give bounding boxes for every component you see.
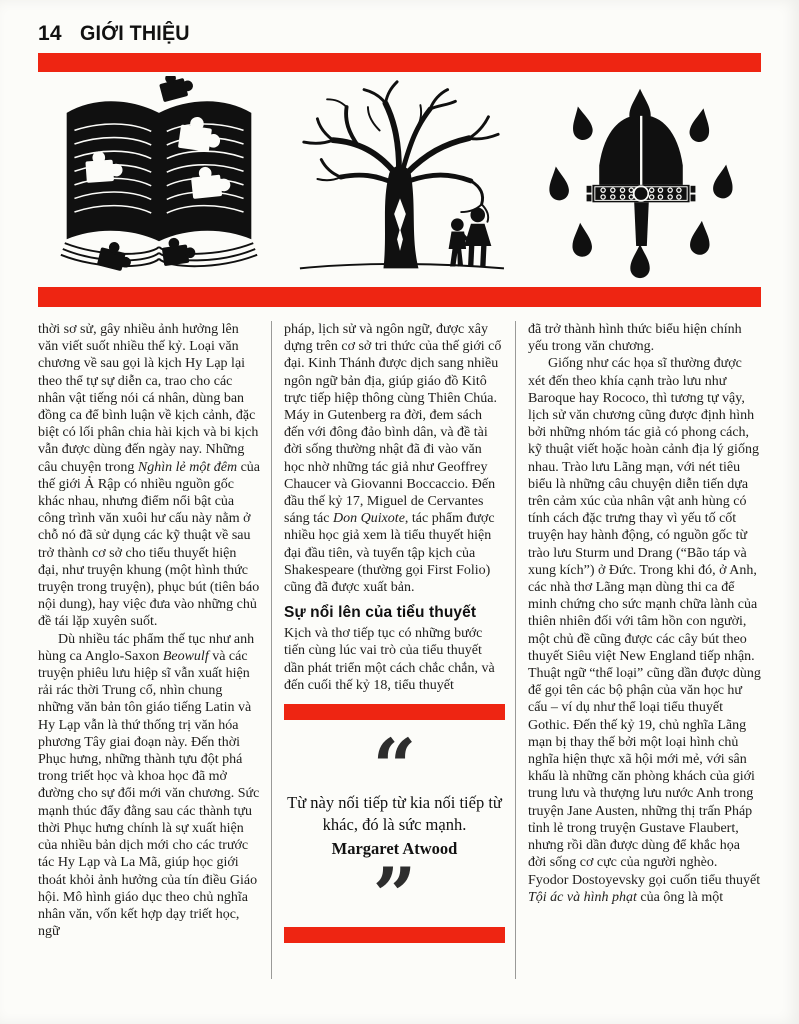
text-column-2	[271, 321, 515, 979]
red-bar-top	[38, 53, 761, 72]
paragraph	[528, 321, 761, 355]
body-text: pháp, lịch sử và ngôn ngữ, được xây dựng trên cơ sở tri thức của thế giới cổ đại. Kinh Thánh được dịch sang nhiều ngôn ngữ bản địa, giúp giáo đồ Kitô trực tiếp hiệp thông cùng Thiên Chúa. Máy in Gutenberg ra đời, đem sách đến với đông đảo bình dân, và đề tài đời sống thường nhật đã đi vào văn học nhờ những tác giả như Geoffrey Chaucer và Giovanni Boccaccio. Đến đầu thế kỷ 17, Miguel de Cervantes sáng tác	[284, 322, 502, 527]
helmet-droplets-illustration	[520, 73, 761, 285]
body-text: thời sơ sử, gây nhiều ảnh hưởng lên văn viết suốt nhiều thế kỷ. Loại văn chương về sau gọi là kịch Hy Lạp lại theo thể tự sự diễn ca, trao cho các nhân vật tiếng nói cá nhân, dùng ban đồng ca để bình luận về kịch cảnh, đặc biệt có lối phân chia hài kịch và bi kịch vẫn được dùng đến ngày nay. Những câu chuyện trong	[38, 322, 259, 475]
subheading: Sự nổi lên của tiểu thuyết	[284, 604, 477, 622]
body-text: và các truyện phiêu lưu hiệp sĩ vẫn xuất hiện rải rác thời Trung cổ, nhìn chung những văn bản tôn giáo tiếng Latin và Hy Lạp vẫn là thứ thống trị văn hóa phương Tây giai đoạn này. Đến thời Phục hưng, những thành tựu đột phá trong triết học và khoa học đã mở đường cho sự đổi mới văn chương. Sức mạnh thúc đẩy đằng sau các thành tựu thời Phục hưng chính là sự xuất hiện của nhiều bản dịch mới cho các trước tác Hy Lạp và La Mã, giúp học giới thoát khỏi ảnh hưởng của tín điều Giáo hội. Mô hình giáo dục theo chủ nghĩa nhân văn, vốn kết hợp dạy triết học, ngữ	[38, 648, 260, 940]
body-text: , tác phẩm được nhiều học giả xem là tiểu thuyết hiện đại đầu tiên, và tuyển tập kịch của Shakespeare (thường gọi First Folio) cũng đã được xuất bản.	[284, 511, 495, 596]
red-divider-bottom	[284, 927, 505, 943]
text-column-3	[515, 321, 761, 979]
page-number: 14	[38, 22, 62, 45]
body-text: Giống như các họa sĩ thường được xét đến theo khía cạnh trào lưu như Baroque hay Rococo, thì tương tự vậy, lịch sử văn chương cũng được định hình bởi những nhóm tác giả có phong cách, kỹ thuật viết hoặc hoàn cảnh địa lý giống nhau. Trào lưu Lãng mạn, với nét tiêu biểu là những câu chuyện diễn tiến dựa trên cảm xúc của nhân vật anh hùng có tính cách đặc trưng thay vì yếu tố cốt truyện hay hành động, có nguồn gốc từ trào lưu Sturm und Drang (“Bão táp và xung kích”) ở Đức. Trong khi đó, ở Anh, các nhà thơ Lãng mạn dùng thi ca để minh chứng cho sức mạnh chữa lành của thiên nhiên đối với tâm hồn con người, một chủ đề cũng được các cây bút theo thuyết Siêu việt New England tiếp nhận. Thuật ngữ “thể loại” cũng dần được dùng để gọi tên các bộ phận của văn học hư cấu – ví dụ như thể loại tiểu thuyết Gothic. Đến thế kỷ 19, chủ nghĩa Lãng mạn bị thay thế bởi một loại hình chủ nghĩa hiện thực xã hội mới mẻ, với sân khấu là những căn phòng khách của giới trung lưu và thượng lưu nước Anh trong truyện Jane Austen, những thị trấn Pháp tỉnh lẻ trong truyện Gustave Flaubert, nhưng rồi dần được dùng để khắc họa đời sống cơ cực của người nghèo. Fyodor Dostoyevsky gọi cuốn tiểu thuyết	[528, 356, 761, 888]
open-book-puzzle-illustration	[38, 73, 279, 285]
close-quote-icon: ”	[372, 861, 417, 918]
body-text: của ông là một	[636, 889, 724, 905]
bare-tree-children-icon	[287, 76, 513, 282]
body-text: đã trở thành hình thức biểu hiện chính yếu trong văn chương.	[528, 322, 742, 355]
open-book-puzzle-icon	[46, 76, 272, 282]
pull-quote	[284, 704, 505, 943]
paragraph	[284, 625, 505, 694]
quote-attribution: Margaret Atwood	[331, 839, 458, 859]
red-divider-top	[284, 704, 505, 720]
helmet-droplets-icon	[528, 76, 754, 282]
illustration-row	[38, 73, 761, 285]
italic-title: Nghìn lẻ một đêm	[137, 459, 238, 475]
open-quote-icon: “	[372, 732, 417, 789]
paragraph	[528, 355, 761, 906]
paragraph	[38, 321, 260, 631]
body-text: của thế giới Ả Rập có nhiều nguồn gốc khác nhau, nhưng điểm nổi bật của công trình văn xuôi hư cấu này nằm ở chỗ nó đã sử dụng các kỹ thuật về sau trở thành cơ sở cho tiểu thuyết hiện đại, như truyện khung (một hình thức truyện trong truyện), phục bút (tiên báo nội dung), hay việc đưa vào những chủ đề tái lặp xuyên suốt.	[38, 459, 261, 630]
bare-tree-children-illustration	[279, 73, 520, 285]
red-bar-middle	[38, 287, 761, 307]
paragraph	[284, 321, 505, 596]
quote-text: Từ này nối tiếp từ kia nối tiếp từ khác, đó là sức mạnh.	[287, 793, 502, 835]
text-column-1	[38, 321, 271, 979]
body-text: Dù nhiều tác phẩm thế tục như anh hùng ca Anglo-Saxon	[38, 631, 255, 664]
italic-title: Don Quixote	[332, 511, 405, 527]
italic-title: Beowulf	[162, 648, 209, 664]
italic-title: Tội ác và hình phạt	[528, 889, 637, 905]
section-title: GIỚI THIỆU	[79, 22, 190, 45]
page-header	[38, 22, 761, 50]
body-text: Kịch và thơ tiếp tục có những bước tiến cùng lúc vai trò của tiểu thuyết dần phát triển một cách chắc chắn, và đến cuối thế kỷ 18, tiểu thuyết	[284, 626, 495, 693]
text-columns	[38, 321, 761, 979]
paragraph	[38, 631, 260, 941]
